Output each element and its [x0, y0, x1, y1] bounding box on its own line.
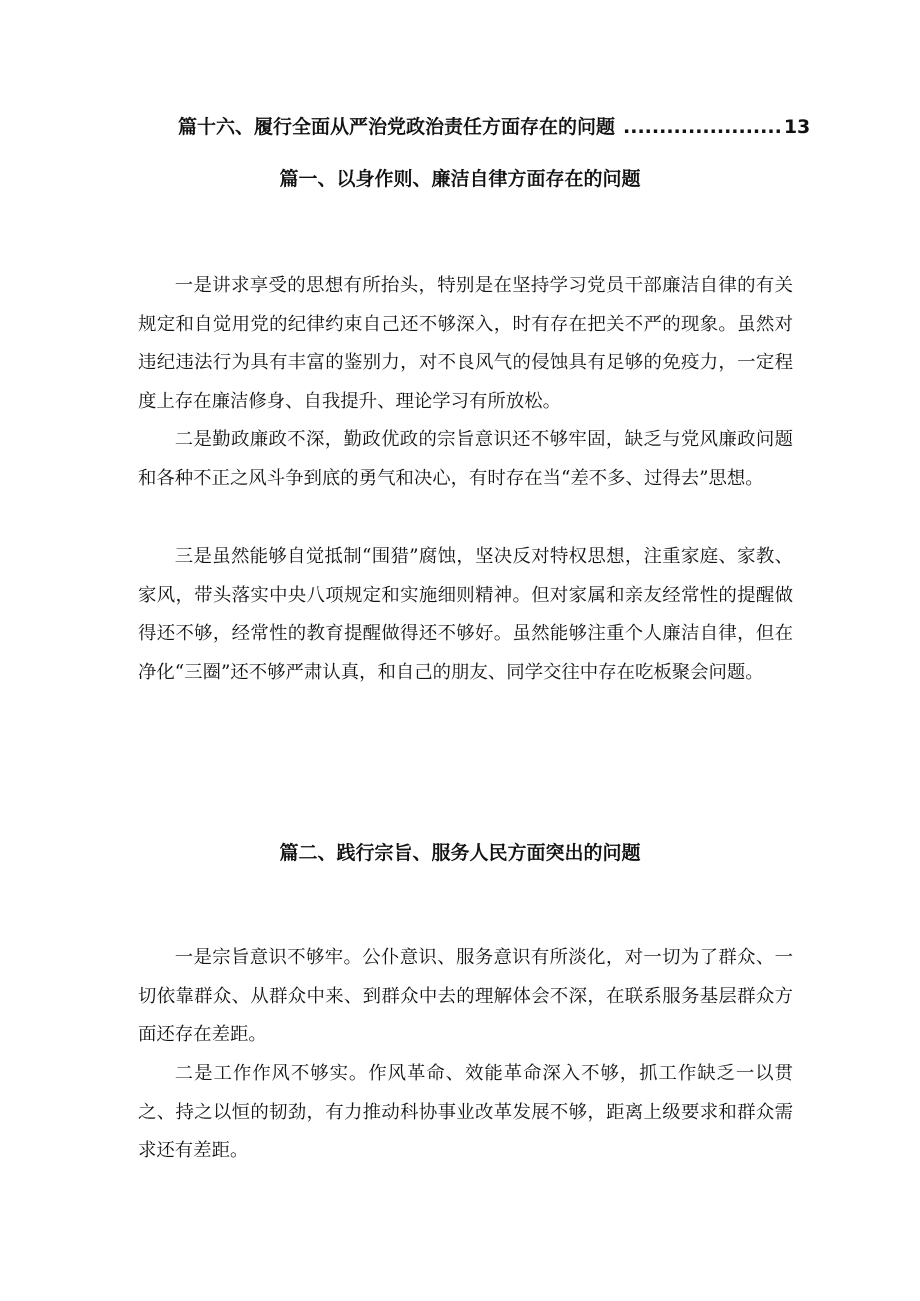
toc-leader-dots: ......................	[623, 116, 782, 138]
section-2-paragraph-1: 一是宗旨意识不够牢。公仆意识、服务意识有所淡化，对一切为了群众、一切依靠群众、从群众中来、到群众中去的理解体会不深，在联系服务基层群众方面还存在差距。	[138, 947, 793, 1046]
toc-entry-title: 篇十六、履行全面从严治党政治责任方面存在的问题	[178, 116, 616, 138]
toc-page-number: 13	[783, 116, 811, 138]
section-2-paragraph-2: 二是工作作风不够实。作风革命、效能革命深入不够，抓工作缺乏一以贯之、持之以恒的韧劲，有力推动科协事业改革发展不够，距离上级要求和群众需求还有差距。	[138, 1063, 793, 1162]
section-1-paragraph-2: 二是勤政廉政不深，勤政优政的宗旨意识还不够牢固，缺乏与党风廉政问题和各种不正之风斗争到底的勇气和决心，有时存在当“差不多、过得去”思想。	[138, 429, 793, 489]
section-1-paragraph-3: 三是虽然能够自觉抵制“围猎”腐蚀，坚决反对特权思想，注重家庭、家教、家风，带头落实中央八项规定和实施细则精神。但对家属和亲友经常性的提醒做得还不够，经常性的教育提醒做得还不够好。虽然能够注重个人廉洁自律，但在净化“三圈”还不够严肃认真，和自己的朋友、同学交往中存在吃板聚会问题。	[138, 546, 793, 683]
section-1-paragraph-1: 一是讲求享受的思想有所抬头，特别是在坚持学习党员干部廉洁自律的有关规定和自觉用党的纪律约束自己还不够深入，时有存在把关不严的现象。虽然对违纪违法行为具有丰富的鉴别力，对不良风气的侵蚀具有足够的免疫力，一定程度上存在廉洁修身、自我提升、理论学习有所放松。	[138, 275, 793, 412]
section-title-1: 篇一、以身作则、廉洁自律方面存在的问题	[279, 168, 641, 190]
toc-entry[interactable]	[178, 112, 811, 146]
section-title-2: 篇二、践行宗旨、服务人民方面突出的问题	[279, 842, 641, 864]
